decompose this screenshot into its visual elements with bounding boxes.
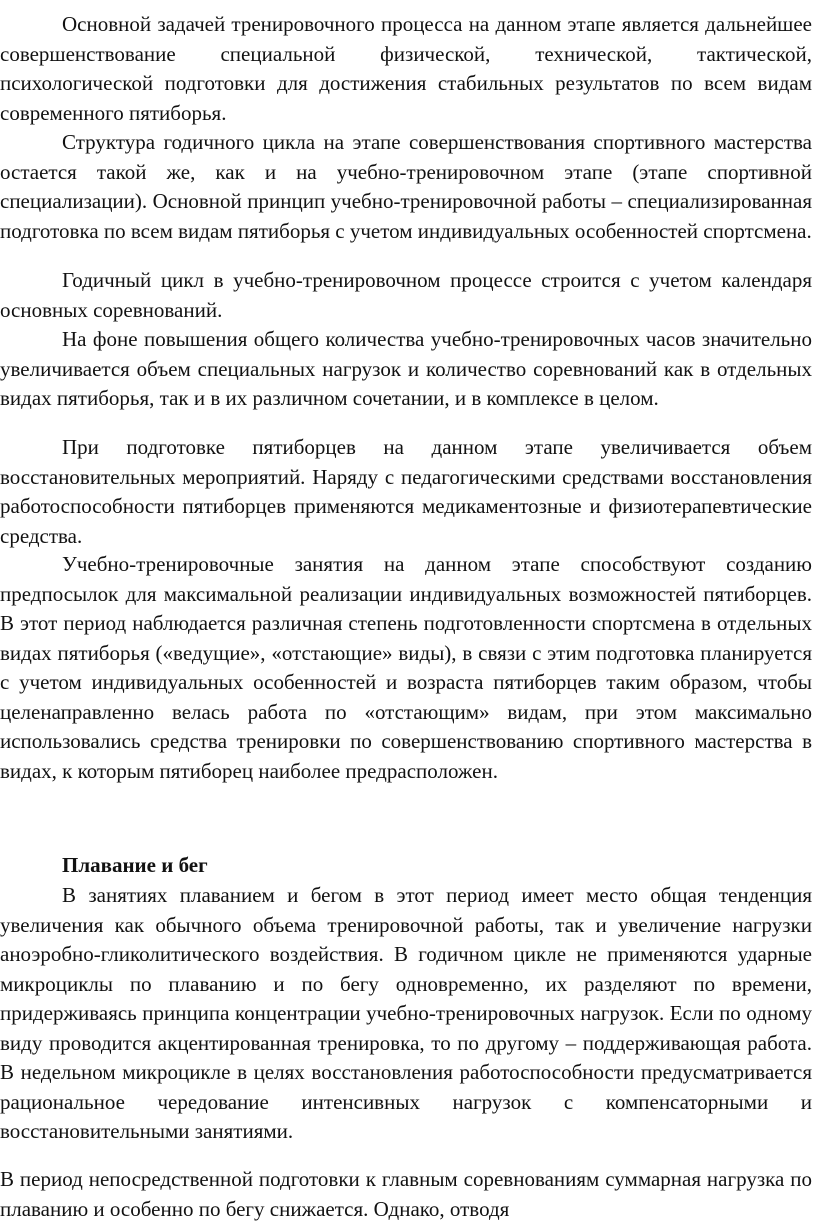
paragraph-3: Годичный цикл в учебно-тренировочном процессе строится с учетом календаря основных соревнований. — [0, 268, 812, 322]
section-paragraph-1: В занятиях плаванием и бегом в этот период имеет место общая тенденция увеличения как обычного объема тренировочной работы, так и увеличение нагрузки аноэробно-гликолитического воздействия. В годичном цикле не применяются ударные микроциклы по плаванию и по бегу одновременно, их разделяют по времени, придерживаясь принципа концентрации учебно-тренировочных нагрузок. Если по одному виду проводится акцентированная тренировка, то по другому – поддерживающая работа. В недельном микроцикле в целях восстановления работоспособности предусматривается рациональное чередование интенсивных нагрузок с компенсаторными и восстановительными занятиями. — [0, 883, 812, 1143]
paragraph-6: Учебно-тренировочные занятия на данном этапе способствуют созданию предпосылок для максимальной реализации индивидуальных возможностей пятиборцев. В этот период наблюдается различная степень подготовленности спортсмена в отдельных видах пятиборья («ведущие», «отстающие» виды), в связи с этим подготовка планируется с учетом индивидуальных особенностей и возраста пятиборцев таким образом, чтобы целенаправленно велась работа по «отстающим» видам, при этом максимально использовались средства тренировки по совершенствованию спортивного мастерства в видах, к которым пятиборец наиболее предрасположен. — [0, 552, 812, 783]
paragraph-2: Структура годичного цикла на этапе совершенствования спортивного мастерства остается такой же, как и на учебно-тренировочном этапе (этапе спортивной специализации). Основной принцип учебно-тренировочной работы – специализированная подготовка по всем видам пятиборья с учетом индивидуальных особенностей спортсмена. — [0, 130, 812, 243]
paragraph-4: На фоне повышения общего количества учебно-тренировочных часов значительно увеличивается объем специальных нагрузок и количество соревнований как в отдельных видах пятиборья, так и в их различном сочетании, и в комплексе в целом. — [0, 327, 812, 410]
section-heading: Плавание и бег — [62, 853, 208, 877]
paragraph-5: При подготовке пятиборцев на данном этапе увеличивается объем восстановительных мероприятий. Наряду с педагогическими средствами восстановления работоспособности пятиборцев применяются медикаментозные и физиотерапевтические средства. — [0, 435, 812, 548]
section-paragraph-2: В период непосредственной подготовки к главным соревнованиям суммарная нагрузка по плаванию и особенно по бегу снижается. Однако, отводя — [0, 1167, 812, 1221]
paragraph-1: Основной задачей тренировочного процесса на данном этапе является дальнейшее совершенствование специальной физической, технической, тактической, психологической подготовки для достижения стабильных результатов по всем видам современного пятиборья. — [0, 12, 812, 125]
